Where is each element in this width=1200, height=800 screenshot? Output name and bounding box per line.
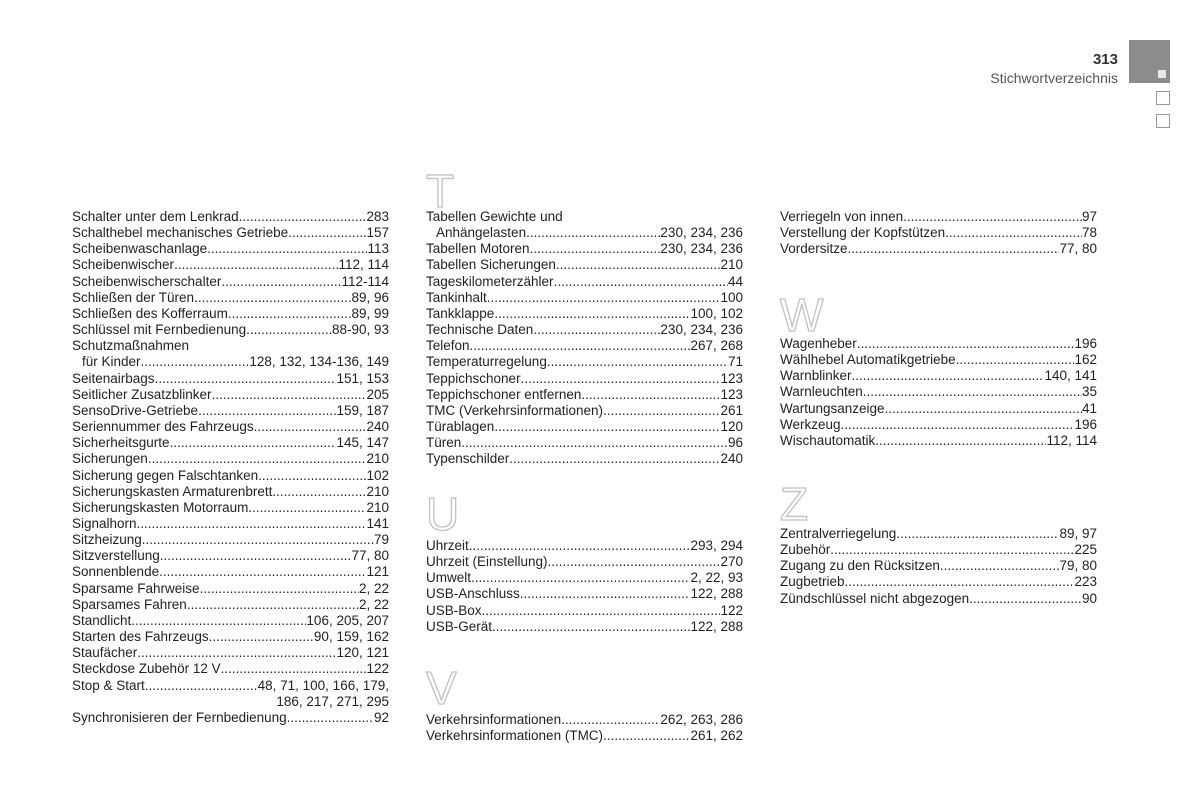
index-term: Verkehrsinformationen (TMC) <box>426 728 604 744</box>
index-entry-list <box>426 538 743 635</box>
index-term: Typenschilder <box>426 451 510 467</box>
dot-leader <box>471 570 690 586</box>
index-entry <box>780 368 1097 384</box>
index-entry <box>72 435 389 451</box>
index-entry <box>72 257 389 273</box>
dot-leader <box>940 558 1060 574</box>
index-page-numbers: 113 <box>367 241 389 257</box>
dot-leader <box>845 574 1075 590</box>
index-page-numbers: 205 <box>366 386 389 402</box>
dot-leader <box>159 564 366 580</box>
index-entry <box>780 352 1097 368</box>
index-entry <box>426 306 743 322</box>
index-term: Scheibenwischerschalter <box>72 273 222 289</box>
index-term: Zugang zu den Rücksitzen <box>780 558 940 574</box>
index-term: Sonnenblende <box>72 564 160 580</box>
index-page-numbers: 267, 268 <box>690 338 743 354</box>
index-entry <box>72 548 389 564</box>
index-page-numbers: 230, 234, 236 <box>660 322 743 338</box>
index-entry <box>426 354 743 370</box>
index-page-numbers: 90 <box>1081 590 1097 606</box>
dot-leader <box>896 526 1059 542</box>
index-entry <box>72 661 389 677</box>
index-page-numbers: 128, 132, 134-136, 149 <box>249 354 389 370</box>
index-term: Stop & Start <box>72 677 145 693</box>
index-term: USB-Anschluss <box>426 586 520 602</box>
index-column-3 <box>780 168 1097 618</box>
index-page-numbers: 89, 97 <box>1059 526 1097 541</box>
index-entry <box>780 433 1097 449</box>
dot-leader <box>969 591 1082 607</box>
index-entry-list <box>72 209 389 726</box>
index-page-numbers: 261 <box>720 402 743 418</box>
index-term: für Kinder <box>82 354 141 370</box>
index-term: Sicherung gegen Falschtanken <box>72 467 259 483</box>
index-entry <box>72 500 389 516</box>
dot-leader <box>956 352 1075 368</box>
index-entry <box>72 274 389 290</box>
dot-leader <box>945 225 1082 241</box>
index-entry <box>72 581 389 597</box>
index-term: Scheibenwischer <box>72 257 175 273</box>
section-letter-w: W <box>780 289 824 341</box>
dot-leader <box>469 538 691 554</box>
index-page-numbers: 123 <box>720 370 743 386</box>
index-page-numbers: 186, 217, 271, 295 <box>276 693 389 709</box>
index-term: Werkzeug <box>780 416 841 432</box>
index-entry <box>72 209 389 225</box>
index-term: Sicherheitsgurte <box>72 435 170 451</box>
index-page-numbers: 112, 114 <box>338 257 389 273</box>
index-term: SensoDrive-Getriebe <box>72 402 199 418</box>
index-page-numbers: 230, 234, 236 <box>660 241 743 257</box>
index-term: Schließen der Türen <box>72 289 195 305</box>
index-term: Temperaturregelung <box>426 354 547 370</box>
index-term: Sitzheizung <box>72 532 142 548</box>
dot-leader <box>155 371 337 387</box>
index-entry <box>780 209 1097 225</box>
chapter-tab-box-icon <box>1156 91 1170 105</box>
dot-leader <box>287 710 374 726</box>
dot-leader <box>487 290 721 306</box>
index-term: Tabellen Gewichte und <box>426 209 563 224</box>
dot-leader <box>207 241 367 257</box>
index-entry <box>426 290 743 306</box>
dot-leader <box>170 435 337 451</box>
index-page-numbers: 223 <box>1074 574 1097 590</box>
index-page-numbers: 122, 288 <box>690 618 743 634</box>
index-column-2 <box>426 165 743 768</box>
index-page-numbers: 293, 294 <box>690 538 743 553</box>
dot-leader <box>209 629 314 645</box>
index-entry <box>780 417 1097 433</box>
index-entry <box>780 225 1097 241</box>
index-page-numbers: 122 <box>720 602 743 618</box>
dot-leader <box>160 548 352 564</box>
index-page-numbers: 151, 153 <box>336 370 389 386</box>
index-entry <box>72 371 389 387</box>
index-entry <box>72 306 389 322</box>
index-page-numbers: 100 <box>720 289 743 305</box>
index-page-numbers: 120, 121 <box>336 645 389 661</box>
index-page-numbers: 2, 22, 93 <box>690 570 743 586</box>
index-page-numbers: 123 <box>720 386 743 402</box>
index-entry <box>780 336 1097 352</box>
dot-leader <box>848 241 1060 257</box>
index-page-numbers: 88-90, 93 <box>331 322 389 338</box>
index-term: Staufächer <box>72 645 138 661</box>
index-page-numbers: 230, 234, 236 <box>660 225 743 241</box>
index-entry <box>72 322 389 338</box>
index-entry <box>72 484 389 500</box>
index-term: Uhrzeit (Einstellung) <box>426 554 548 570</box>
index-page-numbers: 112, 114 <box>1046 432 1097 448</box>
index-term: Wählhebel Automatikgetriebe <box>780 352 956 368</box>
dot-leader <box>533 322 660 338</box>
dot-leader <box>148 451 367 467</box>
chapter-tab-marker <box>1129 40 1170 83</box>
index-page-numbers: 240 <box>366 419 389 435</box>
index-entry <box>426 603 743 619</box>
index-entry <box>426 619 743 635</box>
dot-leader <box>548 554 721 570</box>
index-term: Sparsames Fahren <box>72 596 187 612</box>
dot-leader <box>272 484 366 500</box>
index-term: Teppichschoner entfernen <box>426 386 582 402</box>
index-term: Tageskilometerzähler <box>426 273 554 289</box>
dot-leader <box>603 403 720 419</box>
index-term: Schließen des Kofferraum <box>72 305 228 321</box>
index-entry <box>780 574 1097 590</box>
index-term: Warnleuchten <box>780 384 863 400</box>
index-page-numbers: 157 <box>366 225 389 241</box>
index-entry <box>780 401 1097 417</box>
index-term: Standlicht <box>72 612 132 628</box>
index-entry <box>72 532 389 548</box>
index-entry <box>72 613 389 629</box>
index-entry <box>780 526 1097 542</box>
index-term: Sicherungen <box>72 451 148 467</box>
index-entry <box>426 570 743 586</box>
index-entry <box>426 554 743 570</box>
dot-leader <box>494 419 720 435</box>
index-page-numbers: 140, 141 <box>1044 368 1097 384</box>
index-page-numbers: 210 <box>366 499 389 515</box>
dot-leader <box>857 336 1075 352</box>
dot-leader <box>875 433 1046 449</box>
index-entry-list <box>780 209 1097 257</box>
index-entry-list <box>426 712 743 744</box>
index-entry <box>426 586 743 602</box>
index-entry <box>426 257 743 273</box>
section-letter-u: U <box>426 488 460 540</box>
chapter-tab-square-icon <box>1158 70 1166 78</box>
index-entry <box>72 403 389 419</box>
index-term: USB-Gerät <box>426 618 493 634</box>
index-term: Schalter unter dem Lenkrad <box>72 209 239 224</box>
index-term: Signalhorn <box>72 515 137 531</box>
dot-leader <box>137 645 336 661</box>
index-term: Sparsame Fahrweise <box>72 580 200 596</box>
dot-leader <box>221 274 341 290</box>
dot-leader <box>228 306 352 322</box>
index-page-numbers: 112-114 <box>341 273 389 289</box>
index-term: Technische Daten <box>426 322 534 338</box>
dot-leader <box>852 368 1045 384</box>
index-page-numbers: 196 <box>1074 416 1097 432</box>
index-page-numbers: 120 <box>720 419 743 435</box>
section-letter-v: V <box>426 662 457 714</box>
index-page-numbers: 79, 80 <box>1059 558 1097 574</box>
dot-leader <box>137 516 367 532</box>
index-entry <box>426 403 743 419</box>
index-page-numbers: 210 <box>366 483 389 499</box>
index-term: Starten des Fahrzeugs <box>72 629 209 645</box>
index-entry <box>72 451 389 467</box>
index-term: Verstellung der Kopfstützen <box>780 225 946 241</box>
dot-leader <box>200 581 359 597</box>
index-entry <box>780 542 1097 558</box>
index-page-numbers: 78 <box>1081 225 1097 241</box>
index-page-numbers: 162 <box>1074 352 1097 368</box>
dot-leader <box>221 661 367 677</box>
dot-leader <box>141 354 250 370</box>
index-page-numbers: 89, 99 <box>351 305 389 321</box>
index-page-numbers: 48, 71, 100, 166, 179, <box>257 677 389 693</box>
dot-leader <box>174 257 338 273</box>
dot-leader <box>509 451 720 467</box>
index-entry <box>780 241 1097 257</box>
index-term: Sitzverstellung <box>72 548 160 564</box>
index-page-numbers: 210 <box>720 257 743 273</box>
index-term: Zugbetrieb <box>780 574 845 590</box>
dot-leader <box>885 401 1082 417</box>
index-page-numbers: 102 <box>366 467 389 483</box>
dot-leader <box>556 257 721 273</box>
dot-leader <box>254 419 367 435</box>
index-term: Scheibenwaschanlage <box>72 241 208 257</box>
index-page-numbers: 77, 80 <box>351 548 389 564</box>
index-term: Steckdose Zubehör 12 V <box>72 661 221 677</box>
index-term: Zentralverriegelung <box>780 526 897 541</box>
index-entry <box>780 558 1097 574</box>
index-term: Wartungsanzeige <box>780 400 885 416</box>
index-term: Seriennummer des Fahrzeugs <box>72 419 254 435</box>
index-entry <box>426 451 743 467</box>
dot-leader <box>482 603 721 619</box>
index-entry <box>426 338 743 354</box>
index-page-numbers: 100, 102 <box>690 305 743 321</box>
dot-leader <box>554 274 728 290</box>
index-page-numbers: 92 <box>373 709 389 725</box>
index-term: TMC (Verkehrsinformationen) <box>426 402 604 418</box>
index-entry <box>72 387 389 403</box>
index-entry <box>426 241 743 257</box>
index-term: Telefon <box>426 338 470 354</box>
dot-leader <box>547 354 728 370</box>
dot-leader <box>248 500 366 516</box>
index-entry <box>72 710 389 726</box>
index-term: Wischautomatik <box>780 432 876 448</box>
index-entry <box>426 728 743 744</box>
index-page-numbers: 41 <box>1081 400 1097 416</box>
index-page-numbers: 261, 262 <box>690 728 743 744</box>
index-page-numbers: 122 <box>366 661 389 677</box>
index-entry <box>72 225 389 241</box>
dot-leader <box>521 371 721 387</box>
index-entry <box>426 387 743 403</box>
index-page-numbers: 210 <box>366 451 389 467</box>
dot-leader <box>131 613 306 629</box>
index-term: Verriegeln von innen <box>780 209 904 224</box>
index-term: Tankklappe <box>426 305 495 321</box>
index-entry <box>72 597 389 613</box>
dot-leader <box>246 322 332 338</box>
index-entry <box>72 678 389 694</box>
index-entry <box>426 225 743 241</box>
index-page-numbers: 96 <box>727 435 743 451</box>
dot-leader <box>520 586 691 602</box>
index-term: Uhrzeit <box>426 538 469 553</box>
index-page-numbers: 77, 80 <box>1059 241 1097 257</box>
index-page-numbers: 35 <box>1081 384 1097 400</box>
index-entry-list <box>426 209 743 468</box>
page-number: 313 <box>1092 51 1118 68</box>
index-page-numbers: 141 <box>366 515 389 531</box>
index-page-numbers: 283 <box>366 209 389 224</box>
index-term: Sicherungskasten Motorraum <box>72 499 249 515</box>
index-page-numbers: 225 <box>1074 542 1097 558</box>
index-entry <box>72 354 389 370</box>
index-term: Schutzmaßnahmen <box>72 338 190 354</box>
dot-leader <box>212 387 367 403</box>
index-page-numbers: 145, 147 <box>336 435 389 451</box>
index-entry <box>72 564 389 580</box>
dot-leader <box>494 306 690 322</box>
index-page-numbers: 262, 263, 286 <box>660 712 743 727</box>
dot-leader <box>198 403 336 419</box>
index-entry <box>426 371 743 387</box>
dot-leader <box>492 619 690 635</box>
dot-leader <box>258 468 366 484</box>
index-page-numbers: 159, 187 <box>336 402 389 418</box>
dot-leader <box>603 728 690 744</box>
index-page-numbers: 106, 205, 207 <box>306 612 389 628</box>
dot-leader <box>142 532 374 548</box>
index-page-numbers: 2, 22 <box>358 596 389 612</box>
index-page-numbers: 2, 22 <box>358 580 389 596</box>
index-term: Wagenheber <box>780 336 857 351</box>
index-entry <box>72 419 389 435</box>
chapter-title: Stichwortverzeichnis <box>990 70 1118 86</box>
index-page-numbers: 97 <box>1081 209 1097 224</box>
index-term: Synchronisieren der Fernbedienung <box>72 709 287 725</box>
index-entry <box>426 435 743 451</box>
index-entry-list <box>780 336 1097 449</box>
dot-leader <box>288 225 366 241</box>
index-entry <box>780 591 1097 607</box>
index-entry <box>72 645 389 661</box>
index-term: Seitenairbags <box>72 370 155 386</box>
index-entry <box>72 629 389 645</box>
index-page-numbers: 121 <box>366 564 389 580</box>
index-term: Anhängelasten <box>436 225 527 241</box>
page-header <box>990 52 1118 87</box>
index-page-numbers: 79 <box>373 532 389 548</box>
dot-leader <box>187 597 359 613</box>
dot-leader <box>461 435 728 451</box>
index-entry-list <box>780 526 1097 607</box>
index-page-numbers: 240 <box>720 451 743 467</box>
index-term: Seitlicher Zusatzblinker <box>72 386 212 402</box>
index-term: Teppichschoner <box>426 370 521 386</box>
index-term: Tabellen Motoren <box>426 241 530 257</box>
index-entry <box>426 419 743 435</box>
index-page-numbers: 90, 159, 162 <box>313 629 389 645</box>
index-entry <box>426 712 743 728</box>
dot-leader <box>194 290 351 306</box>
index-entry <box>426 322 743 338</box>
index-entry <box>780 384 1097 400</box>
section-letter-z: Z <box>780 478 809 530</box>
dot-leader <box>841 417 1075 433</box>
index-entry <box>72 241 389 257</box>
dot-leader <box>561 712 660 728</box>
index-term: Schalthebel mechanisches Getriebe <box>72 225 289 241</box>
index-page-numbers: 270 <box>720 554 743 570</box>
index-entry <box>426 274 743 290</box>
dot-leader <box>530 241 661 257</box>
index-page-numbers: 196 <box>1074 336 1097 351</box>
index-entry <box>72 290 389 306</box>
index-term: Umwelt <box>426 570 472 586</box>
dot-leader <box>581 387 720 403</box>
index-entry <box>72 516 389 532</box>
dot-leader <box>830 542 1074 558</box>
index-term: Zündschlüssel nicht abgezogen <box>780 590 970 606</box>
index-term: USB-Box <box>426 602 482 618</box>
index-page-numbers: 71 <box>727 354 743 370</box>
dot-leader <box>903 209 1082 225</box>
dot-leader <box>145 678 258 694</box>
index-term: Tabellen Sicherungen <box>426 257 556 273</box>
index-term: Sicherungskasten Armaturenbrett <box>72 483 273 499</box>
index-entry <box>426 538 743 554</box>
dot-leader <box>239 209 367 225</box>
index-term: Türen <box>426 435 462 451</box>
dot-leader <box>526 225 660 241</box>
index-term: Verkehrsinformationen <box>426 712 562 727</box>
chapter-tab-box-icon <box>1156 114 1170 128</box>
index-term: Vordersitze <box>780 241 848 257</box>
index-term: Schlüssel mit Fernbedienung <box>72 322 247 338</box>
section-letter-t: T <box>426 165 455 217</box>
index-term: Tankinhalt <box>426 289 487 305</box>
index-page-numbers: 44 <box>727 273 743 289</box>
index-page-numbers: 89, 96 <box>351 289 389 305</box>
index-term: Zubehör <box>780 542 831 558</box>
index-page-numbers: 122, 288 <box>690 586 743 602</box>
index-entry <box>72 468 389 484</box>
dot-leader <box>470 338 691 354</box>
index-term: Türablagen <box>426 419 495 435</box>
index-term: Warnblinker <box>780 368 852 384</box>
dot-leader <box>863 384 1082 400</box>
